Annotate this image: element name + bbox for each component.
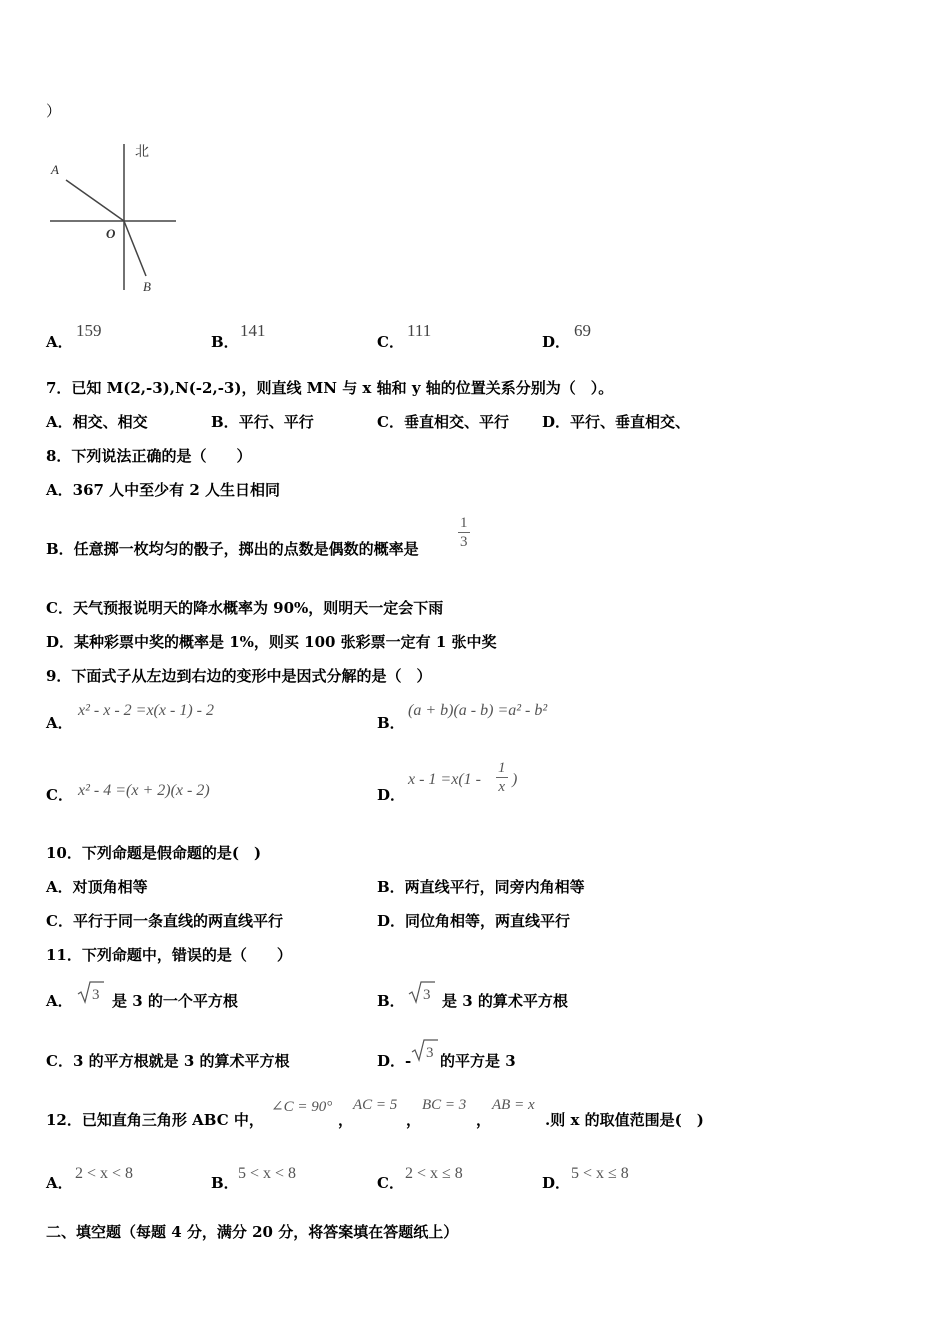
q9-stem: 9．下面式子从左边到右边的变形中是因式分解的是（ ） <box>46 667 432 685</box>
q11-option-c: C．3 的平方根就是 3 的算术平方根 <box>46 1052 290 1070</box>
q7-option-c-text: 垂直相交、平行 <box>403 413 509 431</box>
q6-option-b-value: 141 <box>240 321 266 340</box>
q12-option-a-letter: A． <box>46 1174 73 1192</box>
q9-d-frac-numerator: 1 <box>498 760 506 776</box>
q11-d-radicand: 3 <box>426 1045 434 1061</box>
q12-option-b-letter: B． <box>211 1174 239 1192</box>
q11-option-a-text: 是 3 的一个平方根 <box>112 992 238 1010</box>
label-O: O <box>106 226 116 241</box>
q9-option-d-expr-right: ) <box>512 771 518 788</box>
q11-d-radical-icon <box>411 1038 439 1062</box>
q9-option-a-expr: x² - x - 2 =x(x - 1) - 2 <box>78 702 214 719</box>
direction-figure <box>44 138 184 298</box>
q7-option-a-letter: A． <box>46 413 73 431</box>
q9-option-b-expr: (a + b)(a - b) =a² - b² <box>408 702 548 719</box>
q10-option-a: A．对顶角相等 <box>46 878 148 896</box>
q9-option-d-letter: D． <box>377 786 406 804</box>
q11-option-b-text: 是 3 的算术平方根 <box>442 992 568 1010</box>
q10-option-c: C．平行于同一条直线的两直线平行 <box>46 912 283 930</box>
q11-option-b-letter: B． <box>377 992 405 1010</box>
q7-option-b-text: 平行、平行 <box>238 413 314 431</box>
q12-option-d-expr: 5 < x ≤ 8 <box>571 1165 629 1182</box>
q11-option-a-letter: A． <box>46 992 73 1010</box>
q9-option-c-letter: C． <box>46 786 73 804</box>
q11-b-radicand: 3 <box>423 987 431 1003</box>
continuation-paren: ） <box>46 102 62 120</box>
q10-stem: 10．下列命题是假命题的是( ) <box>46 844 262 862</box>
q9-option-b-letter: B． <box>377 714 405 732</box>
north-label: 北 <box>135 144 149 160</box>
q7-option-d-text: 平行、垂直相交、 <box>570 413 691 431</box>
q7-option-c-letter: C． <box>377 413 404 431</box>
ray-OB <box>124 221 146 276</box>
q7-option-b-letter: B． <box>211 413 239 431</box>
q8-option-b-fraction <box>458 514 470 551</box>
q7-option-d-letter: D． <box>542 413 571 431</box>
q11-b-radical-icon <box>408 980 436 1004</box>
q7-option-b <box>211 412 314 432</box>
q7-option-c <box>377 412 509 432</box>
q6-option-b-letter: B． <box>211 333 239 351</box>
q7-option-a-text: 相交、相交 <box>72 413 148 431</box>
q6-option-c-letter: C． <box>377 333 404 351</box>
ray-OA <box>66 180 124 221</box>
q6-option-a-value: 159 <box>76 321 102 340</box>
q8-frac-denominator: 3 <box>460 534 468 550</box>
q8-option-b: B．任意掷一枚均匀的骰子，掷出的点数是偶数的概率是 <box>46 540 419 558</box>
q12-option-c-expr: 2 < x ≤ 8 <box>405 1165 463 1182</box>
q8-stem: 8．下列说法正确的是（ ） <box>46 447 252 465</box>
q8-option-a: A．367 人中至少有 2 人生日相同 <box>46 481 281 499</box>
q9-d-frac-denominator: x <box>498 779 506 795</box>
q7-option-d <box>542 412 690 432</box>
q12-stem-end: .则 x 的取值范围是( ) <box>545 1111 704 1129</box>
q7-stem: 7．已知 M(2,-3),N(-2,-3)，则直线 MN 与 x 轴和 y 轴的位置关系分别为（ ）。 <box>46 379 614 397</box>
q10-option-d: D．同位角相等，两直线平行 <box>377 912 571 930</box>
q11-option-d-text: 的平方是 3 <box>440 1052 516 1070</box>
q6-option-d-letter: D． <box>542 333 571 351</box>
q6-option-d-value: 69 <box>574 321 591 340</box>
q12-bc: BC = 3 <box>422 1097 467 1113</box>
q9-option-a-letter: A． <box>46 714 73 732</box>
q8-option-c: C．天气预报说明天的降水概率为 90%，则明天一定会下雨 <box>46 599 444 617</box>
section-2-heading: 二、填空题（每题 4 分，满分 20 分，将答案填在答题纸上） <box>46 1223 459 1241</box>
q12-ab: AB = x <box>492 1097 535 1113</box>
q8-option-d: D．某种彩票中奖的概率是 1%，则买 100 张彩票一定有 1 张中奖 <box>46 633 497 651</box>
q9-option-c-expr: x² - 4 =(x + 2)(x - 2) <box>78 782 210 799</box>
q11-stem: 11．下列命题中，错误的是（ ） <box>46 946 292 964</box>
q9-option-d-fraction <box>496 759 508 796</box>
q11-option-d-letter: D．- <box>377 1052 412 1070</box>
q12-comma-1: ， <box>338 1111 354 1129</box>
q12-option-c-letter: C． <box>377 1174 404 1192</box>
q6-option-a-letter: A． <box>46 333 73 351</box>
label-B: B <box>143 279 151 294</box>
q12-stem-start: 12．已知直角三角形 ABC 中， <box>46 1111 264 1129</box>
q8-frac-numerator: 1 <box>460 515 468 531</box>
q6-option-c-value: 111 <box>407 321 432 340</box>
q9-option-d-expr-left: x - 1 =x(1 - <box>408 771 481 788</box>
q12-option-b-expr: 5 < x < 8 <box>238 1165 297 1182</box>
q7-option-a <box>46 412 148 432</box>
q12-ac: AC = 5 <box>353 1097 398 1113</box>
q11-a-radicand: 3 <box>92 987 100 1003</box>
q12-angle-c: ∠C = 90° <box>271 1099 333 1115</box>
q10-option-b: B．两直线平行，同旁内角相等 <box>377 878 585 896</box>
q12-comma-3: ， <box>476 1111 492 1129</box>
q12-option-d-letter: D． <box>542 1174 571 1192</box>
q12-comma-2: ， <box>406 1111 422 1129</box>
q12-option-a-expr: 2 < x < 8 <box>75 1165 134 1182</box>
q11-a-radical-icon <box>77 980 105 1004</box>
label-A: A <box>51 162 59 177</box>
